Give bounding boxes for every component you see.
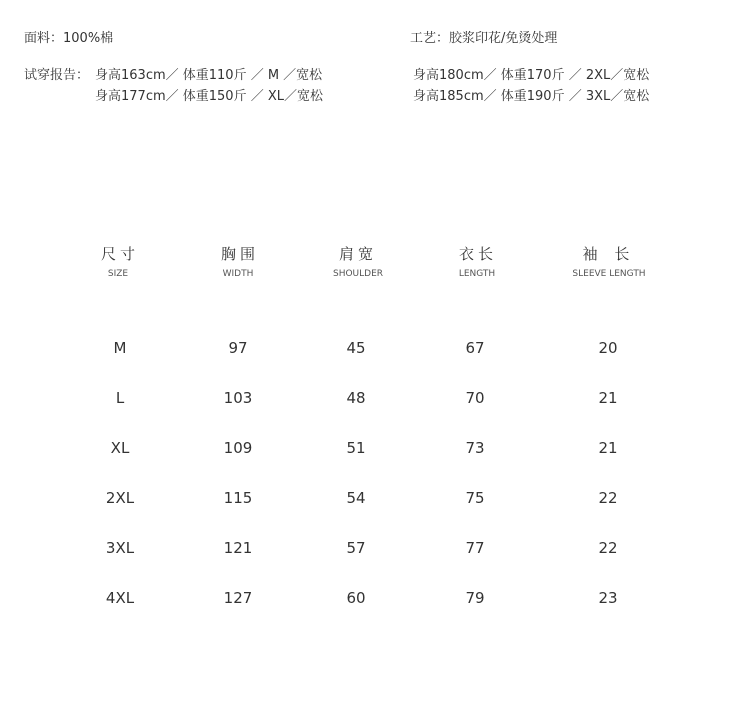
- table-cell-sleeve: 21: [598, 389, 618, 407]
- table-cell-length: 70: [465, 389, 485, 407]
- table-cell-size: L: [115, 389, 125, 407]
- table-cell-length: 73: [465, 439, 485, 457]
- table-cell-shoulder: 45: [346, 339, 366, 357]
- table-cell-sleeve: 22: [598, 489, 618, 507]
- process-text: 工艺：胶浆印花/免烫处理: [410, 31, 558, 46]
- table-cell-length: 67: [465, 339, 485, 357]
- table-cell-size: XL: [110, 439, 130, 457]
- table-cell-width: 103: [223, 389, 253, 407]
- table-cell-size: 2XL: [105, 489, 135, 507]
- fit-report-1: 身高163cm／ 体重110斤 ／ M ／宽松: [95, 68, 323, 83]
- table-cell-shoulder: 57: [346, 539, 366, 557]
- table-cell-shoulder: 51: [346, 439, 366, 457]
- header-width-en: WIDTH: [222, 269, 254, 279]
- table-cell-sleeve: 22: [598, 539, 618, 557]
- header-shoulder-en: SHOULDER: [332, 269, 384, 279]
- table-cell-length: 79: [465, 589, 485, 607]
- table-cell-shoulder: 48: [346, 389, 366, 407]
- header-sleeve-zh: 袖 长: [582, 245, 636, 263]
- fabric-text: 面料：100%棉: [24, 31, 114, 46]
- fit-report-3: 身高180cm／ 体重170斤 ／ 2XL／宽松: [413, 68, 650, 83]
- header-length-zh: 衣长: [458, 245, 498, 263]
- header-sleeve-en: SLEEVE LENGTH: [572, 269, 646, 279]
- table-cell-length: 77: [465, 539, 485, 557]
- fit-report-label: 试穿报告：: [24, 68, 90, 83]
- table-cell-shoulder: 54: [346, 489, 366, 507]
- table-cell-width: 121: [223, 539, 253, 557]
- table-cell-width: 115: [223, 489, 253, 507]
- header-length-en: LENGTH: [458, 269, 496, 279]
- table-cell-width: 127: [223, 589, 253, 607]
- header-shoulder-zh: 肩宽: [338, 245, 378, 263]
- header-width-zh: 胸围: [220, 245, 260, 263]
- table-cell-size: 3XL: [105, 539, 135, 557]
- table-cell-sleeve: 23: [598, 589, 618, 607]
- table-cell-length: 75: [465, 489, 485, 507]
- fit-report-4: 身高185cm／ 体重190斤 ／ 3XL／宽松: [413, 89, 650, 104]
- table-cell-width: 97: [228, 339, 248, 357]
- fit-report-2: 身高177cm／ 体重150斤 ／ XL／宽松: [95, 89, 323, 104]
- table-cell-size: 4XL: [105, 589, 135, 607]
- table-cell-size: M: [113, 339, 127, 357]
- header-size-en: SIZE: [107, 269, 129, 279]
- header-size-zh: 尺寸: [100, 245, 140, 263]
- table-cell-width: 109: [223, 439, 253, 457]
- table-cell-shoulder: 60: [346, 589, 366, 607]
- table-cell-sleeve: 21: [598, 439, 618, 457]
- table-cell-sleeve: 20: [598, 339, 618, 357]
